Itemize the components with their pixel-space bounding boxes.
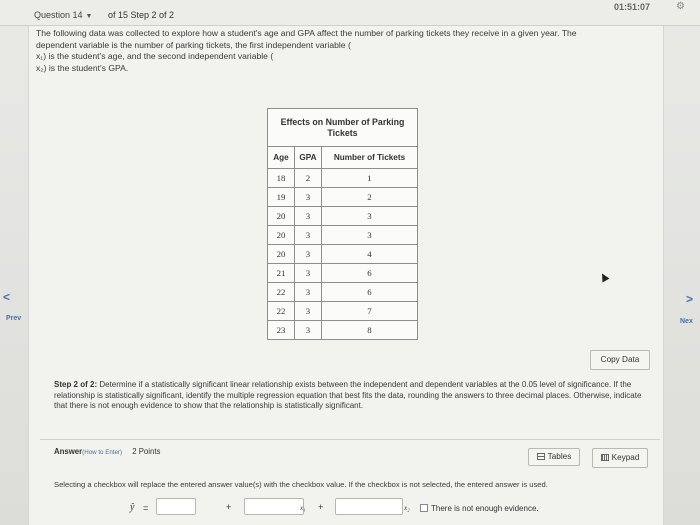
how-to-enter-link[interactable]: (How to Enter) [82, 449, 123, 456]
problem-line: dependent variable is the number of parking tickets, the first independent variable ( [36, 39, 351, 50]
x2-label: x₂ [404, 504, 410, 512]
table-cell: 18 [268, 169, 295, 188]
table-cell: 3 [322, 207, 418, 226]
tables-button[interactable] [528, 448, 580, 466]
table-cell: 3 [295, 264, 322, 283]
table-cell: 21 [268, 264, 295, 283]
points-label: 2 Points [132, 447, 161, 456]
checkbox-label: There is not enough evidence. [431, 504, 539, 513]
table-cell: 2 [295, 169, 322, 188]
table-cell: 3 [295, 302, 322, 321]
table-row [268, 226, 418, 245]
table-cell: 4 [322, 245, 418, 264]
top-bar [0, 0, 700, 26]
table-cell: 20 [268, 207, 295, 226]
problem-line: x₁) is the student's age, and the second independent variable ( [36, 51, 274, 61]
checkbox-instruction: Selecting a checkbox will replace the entered answer value(s) with the checkbox value. If the checkbox is not selected, the entered answer is used. [54, 480, 548, 489]
table-cell: 2 [322, 188, 418, 207]
chevron-left-icon[interactable]: < [3, 290, 11, 304]
problem-line: The following data was collected to explore how a student's age and GPA affect the number of parking tickets they receive in a given year. The [36, 28, 577, 38]
table-cell: 6 [322, 283, 418, 302]
table-cell: 3 [295, 207, 322, 226]
table-cell: 19 [268, 188, 295, 207]
table-cell: 3 [295, 283, 322, 302]
table-row [268, 188, 418, 207]
table-cell: 22 [268, 283, 295, 302]
y-hat-symbol: ŷ [130, 502, 135, 513]
question-label: Question 14 [34, 10, 83, 20]
answer-header [54, 447, 160, 456]
table-cell: 3 [295, 188, 322, 207]
column-header-age: Age [268, 147, 295, 169]
table-cell: 20 [268, 226, 295, 245]
tables-button-label: Tables [547, 452, 572, 461]
x1-coefficient-input[interactable] [244, 498, 304, 515]
intercept-input[interactable] [156, 498, 196, 515]
column-header-tickets: Number of Tickets [322, 147, 418, 169]
table-row [268, 245, 418, 264]
keypad-icon [601, 454, 609, 461]
table-cell: 22 [268, 302, 295, 321]
table-cell: 3 [295, 321, 322, 340]
table-cell: 20 [268, 245, 295, 264]
x1-label: x₁ [300, 504, 306, 512]
x2-coefficient-input[interactable] [335, 498, 403, 515]
table-cell: 6 [322, 264, 418, 283]
step-instructions [54, 380, 644, 412]
chevron-down-icon: ▼ [85, 13, 93, 20]
timer: 01:51:07 [614, 2, 651, 12]
step-text: Determine if a statistically significant linear relationship exists between the independent and dependent variables at the 0.05 level of significance. If the relationship is statistically significant, identify the multiple regression equation that best fits the data, rounding the answers to three decimal places. Otherwise, indicate that there is not enough evidence to show that the relationship is statistically significant. [54, 380, 642, 410]
table-cell: 3 [322, 226, 418, 245]
table-cell: 3 [295, 245, 322, 264]
table-cell: 1 [322, 169, 418, 188]
problem-line: x₂) is the student's GPA. [36, 62, 129, 73]
table-row [268, 302, 418, 321]
column-header-gpa: GPA [295, 147, 322, 169]
table-icon [537, 453, 545, 460]
keypad-button[interactable] [592, 448, 648, 468]
table-row [268, 321, 418, 340]
step-label: of 15 Step 2 of 2 [108, 10, 175, 20]
equals-sign: = [143, 503, 149, 513]
table-cell: 23 [268, 321, 295, 340]
table-row [268, 207, 418, 226]
copy-data-button[interactable]: Copy Data [590, 350, 650, 370]
problem-text [36, 28, 646, 74]
table-row [268, 264, 418, 283]
table-caption: Effects on Number of Parking Tickets [268, 109, 418, 147]
table-row [268, 283, 418, 302]
divider [40, 439, 660, 440]
next-button[interactable]: Nex [680, 318, 693, 325]
table-cell: 8 [322, 321, 418, 340]
plus-sign: + [226, 502, 232, 512]
prev-button[interactable]: Prev [6, 315, 22, 322]
data-table [267, 108, 418, 340]
chevron-right-icon[interactable]: > [686, 292, 694, 306]
step-label: Step 2 of 2: [54, 380, 98, 389]
plus-sign: + [318, 502, 324, 512]
not-enough-evidence-checkbox[interactable] [420, 504, 428, 512]
gear-icon[interactable]: ⚙ [676, 1, 685, 12]
table-row [268, 169, 418, 188]
answer-label: Answer [54, 447, 83, 456]
question-selector[interactable] [34, 10, 92, 20]
table-cell: 3 [295, 226, 322, 245]
keypad-button-label: Keypad [611, 453, 640, 462]
table-body [268, 169, 418, 340]
table-cell: 7 [322, 302, 418, 321]
